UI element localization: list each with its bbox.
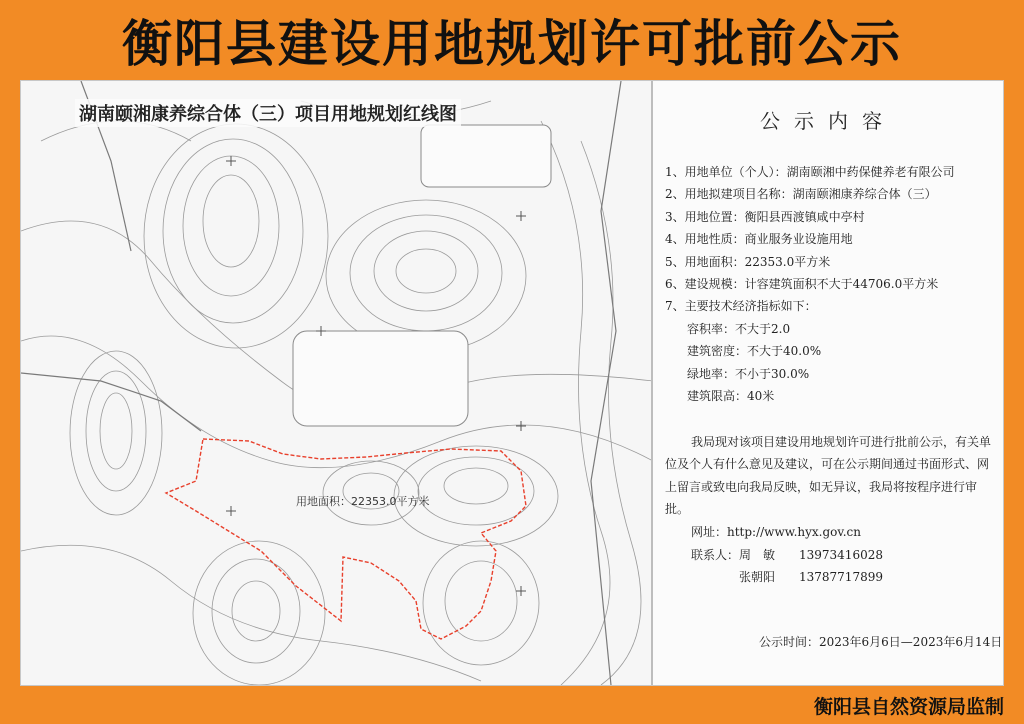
topographic-map — [21, 81, 653, 685]
notice-board — [20, 80, 1004, 686]
notice-paragraph: 我局现对该项目建设用地规划许可进行批前公示，有关单位及个人有什么意见及建议，可在公示期间通过书面形式、网上留言或致电向我局反映，如无异议，我局将按程序进行审批。 — [665, 435, 992, 517]
indicator-item: 建筑密度：不大于40.0% — [687, 344, 822, 359]
banner-title: 衡阳县建设用地规划许可批前公示 — [122, 15, 902, 73]
indicator-item: 容积率：不大于2.0 — [687, 321, 791, 336]
indicator-item: 绿地率：不小于30.0% — [687, 366, 810, 381]
site-area-label: 用地面积：22353.0平方米 — [296, 495, 430, 508]
info-item: 1、用地单位（个人）：湖南颐湘中药保健养老有限公司 — [665, 165, 955, 179]
info-panel — [653, 81, 1003, 685]
website-text: 网址：http://www.hyx.gov.cn — [691, 525, 862, 539]
info-item: 5、用地面积：22353.0平方米 — [665, 254, 831, 269]
building-footprint — [293, 331, 468, 426]
banner — [0, 0, 1024, 80]
footer — [0, 686, 1024, 724]
contact-person-2: 张朝阳 13787717899 — [739, 570, 883, 584]
info-item: 4、用地性质：商业服务业设施用地 — [665, 232, 853, 247]
contact-block — [691, 521, 883, 589]
supervisor-label: 衡阳县自然资源局监制 — [813, 696, 1004, 718]
contact-person-1: 联系人：周 敏 13973416028 — [691, 547, 883, 562]
info-item: 2、用地拟建项目名称：湖南颐湘康养综合体（三） — [665, 187, 937, 202]
info-item: 6、建设规模：计容建筑面积不大于44706.0平方米 — [665, 277, 939, 292]
info-item-list — [665, 161, 955, 407]
building-footprint — [421, 125, 551, 187]
info-title: 公示内容 — [760, 109, 896, 133]
info-item: 3、用地位置：衡阳县西渡镇咸中亭村 — [665, 209, 865, 224]
indicator-item: 建筑限高：40米 — [687, 389, 775, 404]
map-area — [21, 81, 653, 685]
info-item: 7、主要技术经济指标如下： — [665, 299, 817, 314]
map-title: 湖南颐湘康养综合体（三）项目用地规划红线图 — [75, 99, 461, 127]
notice-period: 公示时间：2023年6月6日—2023年6月14日 — [759, 635, 1003, 649]
